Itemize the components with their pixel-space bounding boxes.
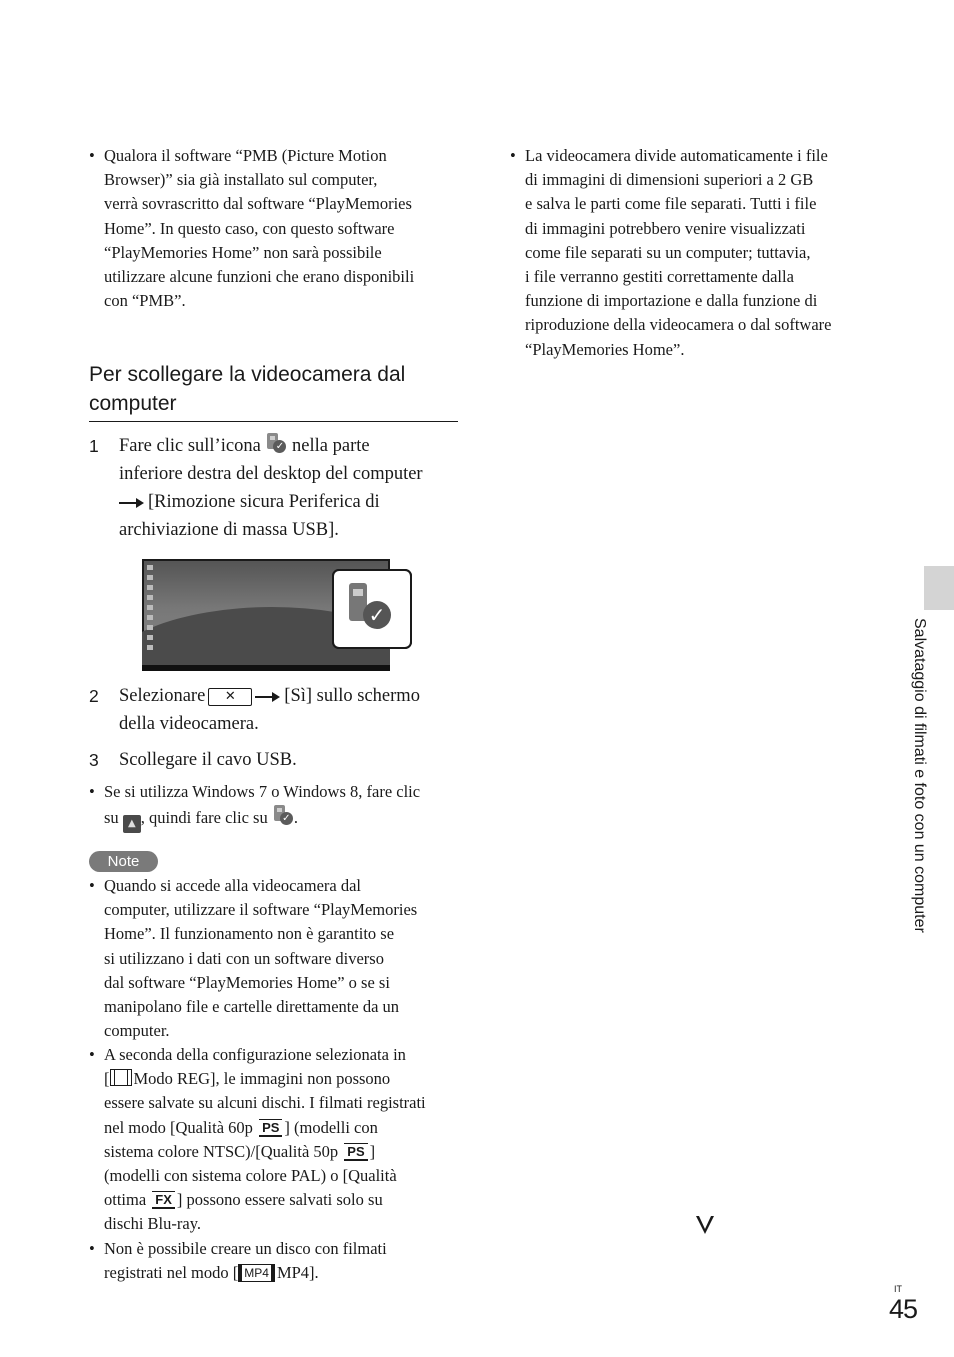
text-line: funzione di importazione e dalla funzione di [525,291,818,311]
text-fragment: ottima [104,1190,151,1210]
check-mark: ✓ [273,440,286,453]
section-title-line: Per scollegare la videocamera dal [89,363,406,386]
usb-safe-remove-icon [265,432,287,454]
text-fragment: su [104,808,123,828]
text-line: (modelli con sistema colore PAL) o [Qualità [104,1166,397,1186]
text-line: riproduzione della videocamera o dal software [525,315,832,335]
text-line: “PlayMemories Home”. [525,339,685,359]
step-text: [Sì] sullo schermo [284,686,420,706]
text-line: archiviazione di massa USB]. [119,520,339,540]
text-fragment: Modo REG], le immagini non possono [133,1069,391,1089]
text-fragment: sistema colore NTSC)/[Qualità 50p [104,1141,343,1161]
bullet-dot: • [89,782,95,801]
text-line: Home”. In questo caso, con questo software [104,218,395,238]
text-line: Browser)” sia già installato sul computer, [104,170,378,190]
intro-bullet [89,144,415,313]
text-line [119,682,420,710]
text-line: dischi Blu-ray. [104,1214,201,1234]
text-line: i file verranno gestiti correttamente dalla [525,267,794,287]
text-line: La videocamera divide automaticamente i file [525,146,828,165]
text-line: di immagini di dimensioni superiori a 2 GB [525,170,814,190]
usb-safe-remove-icon [272,804,294,826]
text-line: essere salvate su alcuni dischi. I filmati registrati [104,1093,426,1113]
text-line: computer, utilizzare il software “PlayMemories [104,900,418,920]
text-line: Qualora il software “PMB (Picture Motion [104,146,387,165]
windows-bullet [89,780,421,833]
usb-safe-remove-icon [346,583,396,629]
text-line: Se si utilizza Windows 7 o Windows 8, fare clic [104,782,421,801]
text-fragment: nel modo [Qualità 60p [104,1117,258,1137]
section-title [89,360,458,422]
text-line: e salva le parti come file separati. Tutti i file [525,194,817,214]
text-fragment: ] (modelli con [284,1117,378,1137]
text-line: utilizzare alcune funzioni che erano disponibili [104,267,415,287]
desktop-icons [147,565,155,655]
language-code: IT [894,1284,902,1294]
text-fragment: , quindi fare clic su [140,808,272,828]
text-fragment: registrati nel modo [ [104,1263,239,1283]
bullet-dot: • [89,146,95,165]
check-mark: ✓ [280,812,293,825]
text-line: Scollegare il cavo USB. [119,750,297,770]
step-text: [Rimozione sicura Periferica di [148,492,380,512]
note-bullet-2 [89,1043,426,1237]
right-arrow-icon [255,691,281,703]
ps-quality-badge: PS [259,1119,282,1137]
text-line: manipolano file e cartelle direttamente da un [104,997,400,1017]
text-line: A seconda della configurazione selezionata in [104,1045,406,1064]
text-line [104,1261,387,1285]
bullet-dot: • [89,1239,95,1258]
step-number: 1 [89,436,99,456]
text-line [104,1140,426,1164]
close-button-icon: ✕ [208,688,252,706]
step-text: nella parte [287,436,370,456]
step-body [119,432,423,544]
section-title-line: computer [89,392,177,415]
text-line: Quando si accede alla videocamera dal [104,876,361,895]
bullet-dot: • [89,1045,95,1064]
taskbar [142,665,390,671]
film-mode-icon [110,1069,132,1086]
step-body [119,682,420,738]
text-fragment: MP4]. [276,1263,319,1283]
bullet-dot: • [510,146,516,165]
text-fragment: ] possono essere salvati solo su [176,1190,383,1210]
chapter-label: Salvataggio di filmati e foto con un computer [911,618,928,933]
text-line [104,1067,426,1091]
text-line: inferiore destra del desktop del computer [119,464,423,484]
text-line [104,1188,426,1212]
step-number: 3 [89,750,99,770]
text-line: con “PMB”. [104,291,186,311]
step-text: Selezionare [119,686,206,706]
text-line: Non è possibile creare un disco con filmati [104,1239,387,1258]
text-fragment: ] [369,1141,376,1161]
text-line: dal software “PlayMemories Home” o se si [104,972,390,992]
step-text: Fare clic sull’icona [119,436,266,456]
ps-quality-badge: PS [344,1143,367,1161]
step-body [119,746,297,774]
step-number: 2 [89,686,99,706]
right-bullet [510,144,832,362]
chapter-tab [924,566,954,610]
text-line [119,432,423,460]
text-fragment: [ [104,1069,110,1089]
text-line: verrà sovrascritto dal software “PlayMemories [104,194,412,214]
text-line: di immagini potrebbero venire visualizzati [525,218,806,238]
text-line [104,1116,426,1140]
fx-quality-badge: FX [152,1191,175,1209]
text-line [104,804,420,833]
mp4-mode-badge: MP4 [238,1264,275,1282]
callout-tail-inner [699,1216,711,1229]
text-line: Home”. Il funzionamento non è garantito se [104,924,395,944]
text-line: come file separati su un computer; tuttavia, [525,242,811,262]
page-number: 45 [889,1294,918,1324]
text-line [119,488,423,516]
note-bullet-3 [89,1237,387,1285]
right-arrow-icon [119,497,145,509]
show-hidden-icons-icon: ▲ [123,815,141,833]
text-line: “PlayMemories Home” non sarà possibile [104,242,382,262]
note-bullet-1 [89,874,418,1043]
text-line: computer. [104,1021,170,1041]
note-badge: Note [89,851,158,872]
text-line: si utilizzano i dati con un software diverso [104,948,384,968]
text-fragment: . [293,808,298,828]
text-line: della videocamera. [119,714,259,734]
check-mark: ✓ [363,601,391,629]
bullet-dot: • [89,876,95,895]
